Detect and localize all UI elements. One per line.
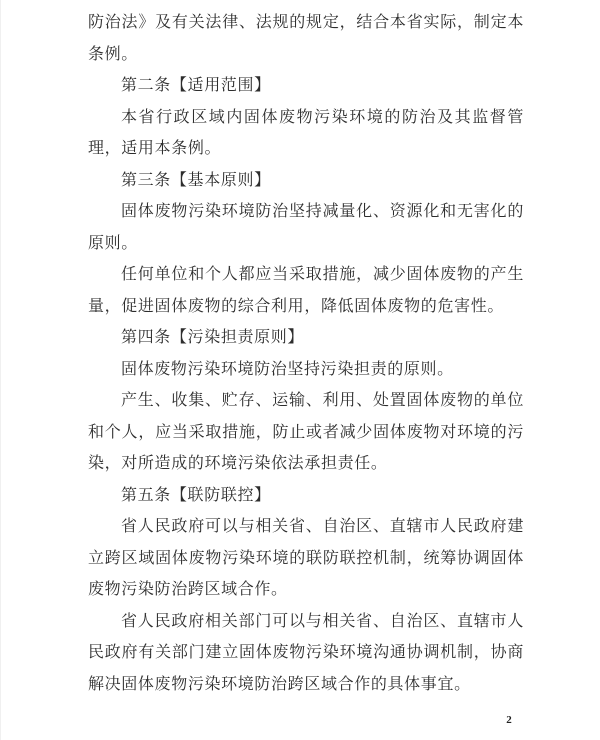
document-body: [88, 7, 524, 700]
paragraph-continuation: 防治法》及有关法律、法规的规定，结合本省实际，制定本条例。: [88, 14, 524, 63]
article-5-body-1: 省人民政府可以与相关省、自治区、直辖市人民政府建立跨区域固体废物污染环境的联防联控机制，统筹协调固体废物污染防治跨区域合作。: [88, 518, 524, 598]
article-2-title: 第二条【适用范围】: [121, 77, 271, 94]
article-2-body: 本省行政区域内固体废物污染环境的防治及其监督管理，适用本条例。: [88, 108, 524, 157]
article-5-title: 第五条【联防联控】: [121, 486, 271, 504]
article-3-body-2: 任何单位和个人都应当采取措施，减少固体废物的产生量，促进固体废物的综合利用，降低固体废物的危害性。: [88, 266, 524, 315]
article-4-body-1: 固体废物污染环境防治坚持污染担责的原则。: [121, 360, 454, 378]
article-5-body-2: 省人民政府相关部门可以与相关省、自治区、直辖市人民政府有关部门建立固体废物污染环境沟通协调机制，协商解决固体废物污染环境防治跨区域合作的具体事宜。: [88, 612, 524, 693]
article-4-title: 第四条【污染担责原则】: [121, 329, 305, 346]
article-3-title: 第三条【基本原则】: [121, 171, 271, 189]
article-3-body-1: 固体废物污染环境防治坚持减量化、资源化和无害化的原则。: [88, 203, 524, 252]
article-4-body-2: 产生、收集、贮存、运输、利用、处置固体废物的单位和个人，应当采取措施，防止或者减少固体废物对环境的污染，对所造成的环境污染依法承担责任。: [88, 392, 524, 472]
page-number: 2: [506, 714, 512, 726]
